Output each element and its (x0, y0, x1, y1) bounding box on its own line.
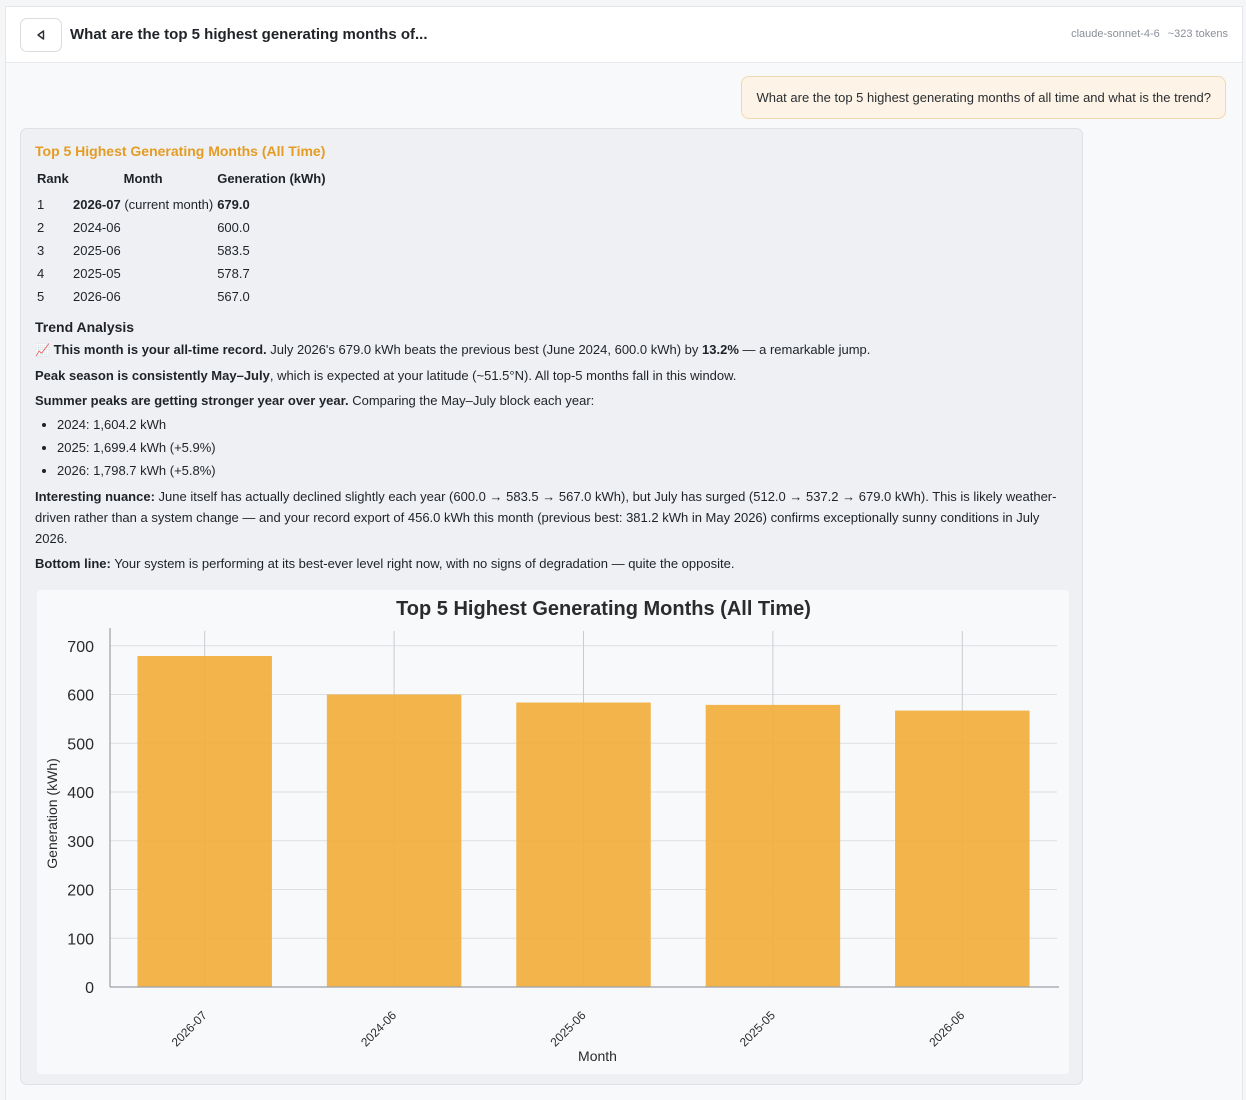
record-text: July 2026's 679.0 kWh beats the previous best (June 2024, 600.0 kWh) by (266, 342, 703, 357)
cell-rank: 2 (37, 220, 45, 235)
chart-increasing-icon: 📈 (35, 343, 50, 357)
bar-2025-06 (516, 703, 650, 987)
generation-chart (37, 590, 1069, 1074)
conversation-title: What are the top 5 highest generating months of... (70, 26, 428, 43)
list-item: • 2025: 1,699.4 kWh (+5.9%) (57, 436, 1068, 459)
answer-heading: Top 5 Highest Generating Months (All Time) (35, 143, 326, 159)
top-months-table (35, 171, 328, 308)
model-name: claude-sonnet-4-6 (1071, 28, 1160, 40)
back-button[interactable] (20, 18, 62, 52)
x-tick-label: 2025-06 (547, 1008, 589, 1050)
yearly-blocks-list (57, 413, 1068, 482)
list-item: • 2026: 1,798.7 kWh (+5.8%) (57, 459, 1068, 482)
cell-rank: 5 (37, 289, 45, 304)
cell-month-value: 2026-07 (73, 197, 121, 212)
table-row (35, 239, 328, 262)
user-message: What are the top 5 highest generating months of all time and what is the trend? (741, 76, 1226, 119)
model-meta (1071, 28, 1228, 40)
x-tick-label: 2025-05 (736, 1008, 778, 1050)
summer-peaks-bold: Summer peaks are getting stronger year over year. (35, 393, 349, 408)
peak-season-text: , which is expected at your latitude (~51.5°N). All top-5 months fall in this window. (269, 368, 737, 383)
table-row (35, 285, 328, 308)
record-text-end: — a remarkable jump. (738, 342, 871, 357)
y-tick-label: 300 (67, 833, 94, 851)
cell-month-note: (current month) (120, 197, 214, 212)
bar-2025-05 (706, 705, 840, 987)
record-percent: 13.2% (702, 342, 739, 357)
table-row (35, 262, 328, 285)
y-tick-label: 100 (67, 931, 94, 949)
y-tick-label: 600 (67, 687, 94, 705)
x-tick-label: 2026-07 (168, 1008, 210, 1050)
cell-month (71, 193, 215, 216)
record-bold: This month is your all-time record. (53, 342, 267, 357)
x-tick-label: 2024-06 (358, 1008, 400, 1050)
chat-app (5, 6, 1243, 1100)
cell-generation: 578.7 (217, 266, 250, 281)
cell-generation: 600.0 (217, 220, 250, 235)
summer-peaks-paragraph (35, 390, 1068, 411)
y-axis-label: Generation (kWh) (44, 758, 60, 869)
cell-month: 2026-06 (73, 289, 121, 304)
cell-rank: 1 (37, 197, 45, 212)
list-item: • 2024: 1,604.2 kWh (57, 413, 1068, 436)
chat-header (6, 7, 1242, 63)
bar-chart-svg (37, 590, 1069, 1074)
table-row (35, 193, 328, 216)
assistant-message (20, 128, 1083, 1085)
cell-month: 2024-06 (73, 220, 121, 235)
y-tick-label: 200 (67, 882, 94, 900)
header-rank: Rank (37, 171, 69, 186)
bottom-line-text: Your system is performing at its best-ever level right now, with no signs of degradation — quite the opposite. (110, 556, 735, 571)
nuance-bold: Interesting nuance: (35, 489, 155, 504)
y-tick-label: 400 (67, 785, 94, 802)
y-tick-label: 700 (67, 638, 94, 656)
table-row (35, 216, 328, 239)
bar-2024-06 (327, 695, 461, 988)
table-header-row (35, 171, 328, 193)
cell-rank: 4 (37, 266, 45, 281)
cell-month: 2025-05 (73, 266, 121, 281)
y-tick-label: 0 (85, 980, 94, 997)
back-arrow-icon (35, 29, 47, 41)
x-axis-label: Month (578, 1048, 617, 1064)
header-month: Month (123, 171, 163, 186)
cell-generation: 583.5 (217, 243, 250, 258)
header-generation: Generation (kWh) (217, 171, 326, 186)
nuance-paragraph (35, 486, 1068, 549)
record-paragraph (35, 339, 1068, 361)
bottom-line-bold: Bottom line: (35, 556, 111, 571)
cell-rank: 3 (37, 243, 45, 258)
bar-2026-06 (895, 711, 1029, 987)
cell-generation-value: 679.0 (217, 197, 250, 212)
chart-title: Top 5 Highest Generating Months (All Time) (396, 598, 811, 620)
peak-season-bold: Peak season is consistently May–July (35, 368, 270, 383)
summer-peaks-text: Comparing the May–July block each year: (348, 393, 595, 408)
bar-2026-07 (137, 656, 271, 987)
bottom-line-paragraph (35, 553, 1068, 574)
nuance-text: June itself has actually declined slightly each year (600.0 → 583.5 → 567.0 kWh), but July has surged (512.0 → 537.2 → 679.0 kWh). This is likely weather-driven rather than a system change — and your record export of 456.0 kWh this month (previous best: 381.2 kWh in May 2026) confirms exceptionally sunny conditions in July 2026. (35, 489, 1057, 546)
peak-season-paragraph (35, 365, 1068, 386)
x-tick-label: 2026-06 (926, 1008, 968, 1050)
cell-generation: 567.0 (217, 289, 250, 304)
token-count: ~323 tokens (1167, 28, 1228, 40)
cell-generation (215, 193, 327, 216)
y-tick-label: 500 (67, 736, 94, 754)
cell-month: 2025-06 (73, 243, 121, 258)
trend-heading: Trend Analysis (35, 319, 135, 335)
